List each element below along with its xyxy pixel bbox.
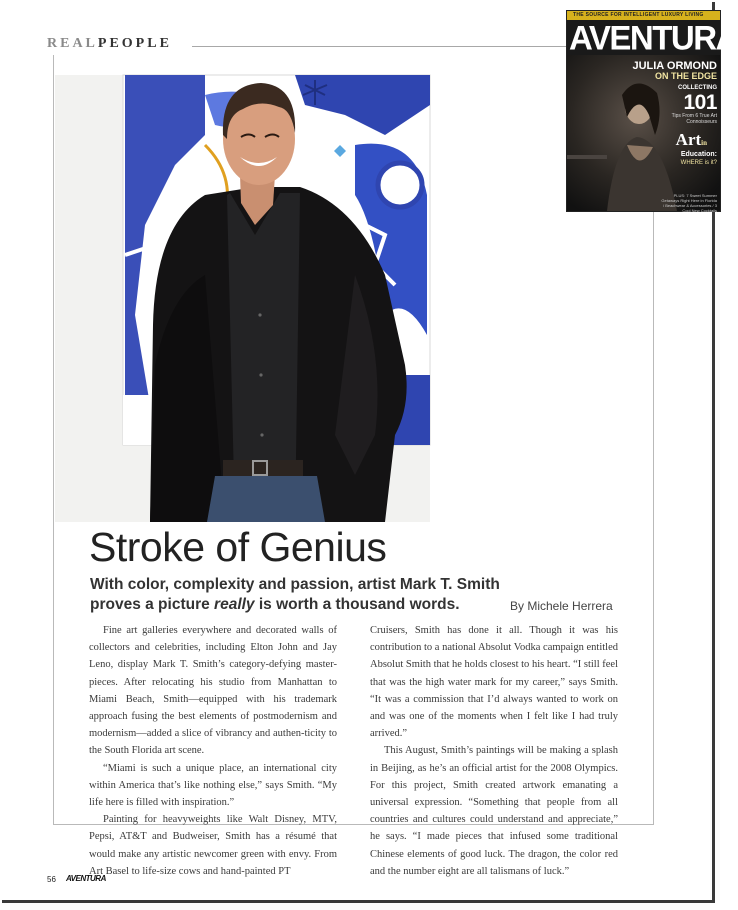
frame-rule-right bbox=[653, 212, 654, 825]
cover-tips: Tips From 6 True Art Connoisseurs bbox=[671, 113, 717, 125]
body-column-2 bbox=[370, 622, 618, 880]
section-label-dark: PEOPLE bbox=[97, 36, 172, 51]
page-shadow-bottom bbox=[2, 900, 715, 903]
cover-art-word: Art bbox=[675, 130, 702, 149]
paragraph: Fine art galleries everywhere and decorated walls of collectors and celebrities, including Elton John and Jay Leno, display Mark T. Smith’s category-defying master-pieces. After relocating his studio from Manhattan to Miami Beach, Smith—equipped with his trademark approach fusing the best elements of postmodernism and modernism—added a slice of vibrancy and authen-ticity to the South Florida art scene. bbox=[89, 625, 337, 757]
deck-part-1: With color, complexity and passion, artist Mark T. Smith proves a picture bbox=[90, 576, 500, 613]
cover-tagline: THE SOURCE FOR INTELLIGENT LUXURY LIVING bbox=[573, 12, 704, 18]
deck-part-2: is worth a thousand words. bbox=[254, 596, 460, 613]
cover-collecting: COLLECTING bbox=[678, 85, 717, 91]
article-deck bbox=[90, 575, 520, 615]
byline: By Michele Herrera bbox=[510, 599, 613, 613]
frame-rule-left bbox=[53, 55, 54, 825]
paragraph: “Miami is such a unique place, an international city within America that’s like nothing else,” says Smith. “My life here is filled with inspiration.” bbox=[89, 762, 337, 809]
body-column-1 bbox=[89, 622, 337, 880]
section-label-light: REAL bbox=[47, 36, 98, 51]
magazine-cover-thumbnail bbox=[566, 10, 738, 213]
cover-masthead: AVENTURA bbox=[569, 18, 738, 57]
cover-headline: JULIA ORMOND bbox=[632, 60, 717, 72]
folio-logo: AVENTURA bbox=[66, 874, 106, 883]
cover-art-in: in bbox=[701, 139, 707, 147]
section-rule bbox=[192, 46, 566, 47]
cover-number: 101 bbox=[683, 91, 717, 114]
cover-art bbox=[676, 130, 707, 150]
deck-emphasis: really bbox=[214, 596, 255, 613]
cover-headline-sub: ON THE EDGE bbox=[654, 71, 717, 81]
artist-photo bbox=[55, 75, 430, 522]
paragraph: This August, Smith’s paintings will be making a splash in Beijing, as he’s an official artist for the 2008 Olympics. For this project, Smith created artwork emanating a universal expression. “Something that people from all countries and cultures could understand and appreciate,” he says. “I made pieces that infused some traditional Chinese elements of good luck. The dragon, the color red and the number eight are all talismans of luck.” bbox=[370, 745, 618, 877]
cover-where: WHERE is it? bbox=[680, 160, 717, 166]
section-label bbox=[47, 36, 172, 52]
paragraph: Cruisers, Smith has done it all. Though it was his contribution to a national Absolut Vodka campaign entitled Absolut Smith that he holds closest to his heart. “I still feel that was the high water mark for my career,” says Smith. “It was a commission that I’d always wanted to work on and was one of the moments when I felt like I had truly arrived.” bbox=[370, 625, 618, 740]
paragraph: Painting for heavyweights like Walt Disney, MTV, Pepsi, AT&T and Budweiser, Smith has a résumé that would make any artistic newcomer green with envy. From Art Basel to life-size cows and hand-painted PT bbox=[89, 814, 337, 877]
article-title: Stroke of Genius bbox=[89, 524, 387, 570]
cover-plus: PLUS: 7 Sweet Summer Getaways Right Here in Florida / Beachwear & Accessories / 3 Cool New Cocktails bbox=[661, 193, 717, 213]
page-number: 56 bbox=[47, 875, 56, 884]
cover-education: Education: bbox=[680, 151, 717, 158]
